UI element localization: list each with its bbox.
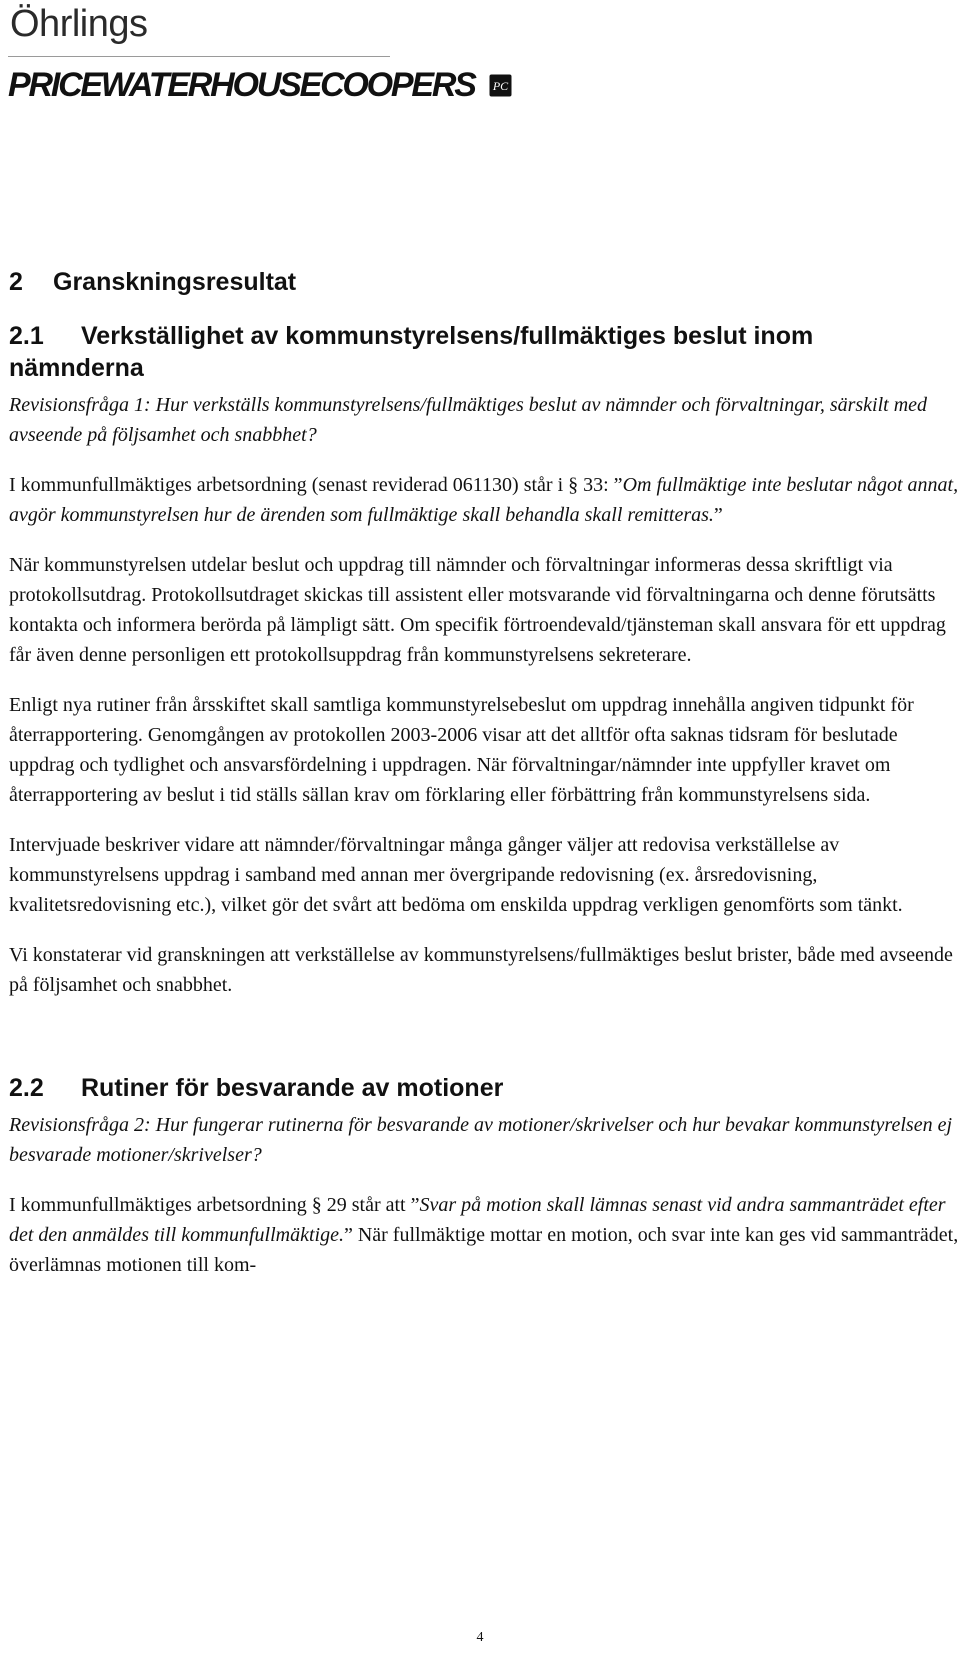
paragraph-konstaterande: Vi konstaterar vid granskningen att verkställelse av kommunstyrelsens/fullmäktiges beslut brister, både med avseende på följsamhet och snabbhet. [9,944,953,996]
paragraph-arbetsordning-29 [9,1190,959,1280]
revision-question-1: Revisionsfråga 1: Hur verkställs kommunstyrelsens/fullmäktiges beslut av nämnder och förvaltningar, särskilt med avseende på följsamhet och snabbhet? [9,394,928,446]
section-2-2-heading [9,1072,959,1104]
section-2-1-number: 2.1 [9,322,44,350]
section-2-number: 2 [9,268,23,296]
page-number: 4 [476,1630,484,1645]
section-2-1-title: Verkställighet av kommunstyrelsens/fullmäktiges beslut inom [81,322,814,350]
section-2-heading [9,266,959,298]
logo-divider [8,56,390,57]
paragraph-lead: I kommunfullmäktiges arbetsordning (senast reviderad 061130) står i § 33: ” [9,474,623,496]
paragraph-tail: ” När fullmäktige mottar en motion, och svar inte kan ges vid sammanträdet, överlämnas motionen till kom- [9,1224,959,1276]
section-2-2-number: 2.2 [9,1074,44,1102]
paragraph-nya-rutiner: Enligt nya rutiner från årsskiftet skall samtliga kommunstyrelsebeslut om uppdrag innehålla angiven tidpunkt för återrapportering. Genomgången av protokollen 2003-2006 visar att det alltför ofta saknas tidsram för beslutade uppdrag och tydlighet och ansvarsfördelning i uppdragen. När förvaltningar/nämnder inte uppfyller kravet om återrapportering av beslut i tid ställs sällan krav om förklaring eller förbättring från kommunstyrelsens sida. [9,694,914,806]
section-spacer [9,1000,959,1072]
logo-pwc [8,65,512,105]
paragraph-tail: ” [713,504,723,526]
logo-ohrlings: Öhrlings [10,3,148,45]
document-body [9,266,959,1280]
paragraph-protokollsutdrag: När kommunstyrelsen utdelar beslut och uppdrag till nämnder och förvaltningar informeras dessa skriftligt via protokollsutdrag. Protokollsutdraget skickas till assistent eller motsvarande vid förvaltningarna och denne förutsätts kontakta och informera berörda på lämpligt sätt. Om specifik förtroendevald/tjänsteman skall ansvara för ett uppdrag får även denne personligen ett protokollsuppdrag från kommunstyrelsens sekreterare. [9,554,946,666]
company-logo [8,0,512,105]
seal-icon [489,74,512,97]
paragraph-lead: I kommunfullmäktiges arbetsordning § 29 står att ” [9,1194,420,1216]
quoted-text: Om fullmäktige inte beslutar något annat, avgör kommunstyrelsen hur de ärenden som fullmäktige skall behandla skall remitteras. [9,474,959,526]
paragraph-arbetsordning-33 [9,470,959,530]
section-2-1-heading [9,320,959,384]
logo-wordmark: PRICEWATERHOUSECOOPERS [8,66,475,104]
paragraph-intervjuade: Intervjuade beskriver vidare att nämnder/förvaltningar många gånger väljer att redovisa verkställelse av kommunstyrelsens uppdrag i samband med annan mer övergripande redovisning (ex. årsredovisning, kvalitetsredovisning etc.), vilket gör det svårt att bedöma om enskilda uppdrag verkligen genomförts som tänkt. [9,834,903,916]
section-2-1-title-cont: nämnderna [9,354,144,382]
section-2-title: Granskningsresultat [53,268,297,296]
svg-text:PC: PC [492,78,508,93]
revision-question-2: Revisionsfråga 2: Hur fungerar rutinerna för besvarande av motioner/skrivelser och hur bevakar kommunstyrelsen ej besvarade motioner/skrivelser? [9,1114,952,1166]
quoted-text: Svar på motion skall lämnas senast vid andra sammanträdet efter det den anmäldes till kommunfullmäktige. [9,1194,946,1246]
section-2-2-title: Rutiner för besvarande av motioner [81,1074,504,1102]
